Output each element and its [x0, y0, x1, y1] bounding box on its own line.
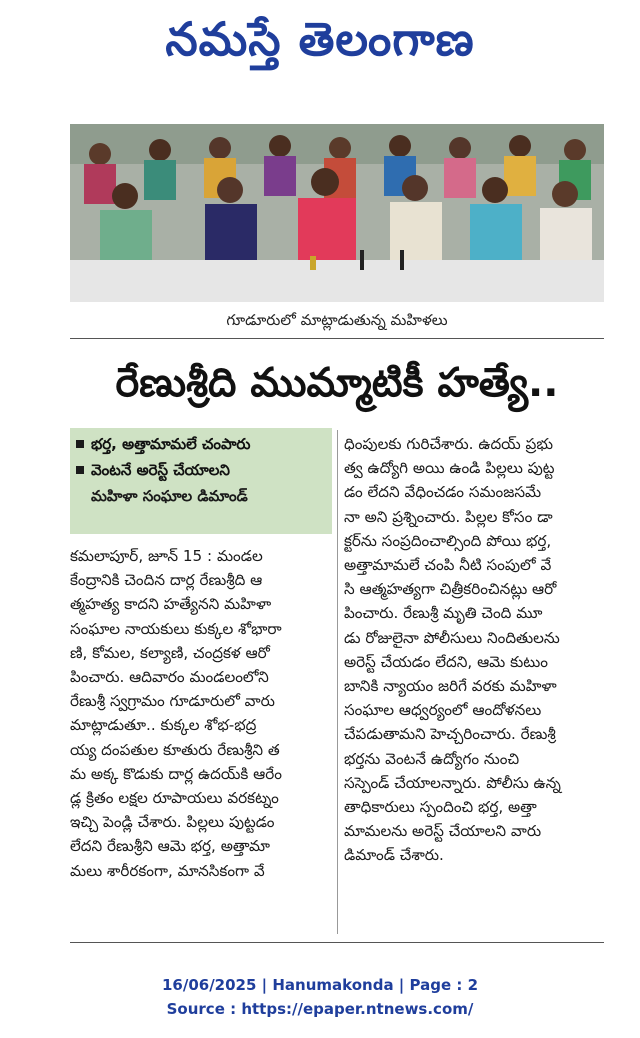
- headline: రేణుశ్రీది ముమ్మాటికీ హత్యే..: [115, 360, 559, 406]
- article-line: మాట్లాడుతూ.. కుక్కల శోభ-భద్ర: [70, 716, 257, 735]
- article-line: నా అని ప్రశ్నించారు. పిల్లల కోసం డా: [344, 507, 553, 526]
- article-line: తాధికారులు స్పందించి భర్త, అత్తా: [344, 798, 537, 817]
- article-line: త్మహత్య కాదని హత్యేనని మహిళా: [70, 595, 272, 614]
- article-line: సంఘాల ఆధ్వర్యంలో ఆందోళనలు: [344, 701, 542, 720]
- highlight-item: [76, 458, 326, 482]
- footer-page: Page : 2: [409, 976, 479, 994]
- article-line: డ్ల క్రితం లక్షల రూపాయలు వరకట్నం: [70, 789, 279, 808]
- footer-separator: |: [393, 976, 410, 994]
- article-line: ణి, కోమల, కల్యాణి, చంద్రకళ ఆరో: [70, 643, 270, 662]
- article-line: సి ఆత్మహత్యగా చిత్రీకరించినట్లు ఆరో: [344, 580, 557, 599]
- footer-source: [0, 1000, 640, 1018]
- footer-separator: |: [256, 976, 273, 994]
- caption-divider: [70, 338, 604, 339]
- highlight-text: మహిళా సంఘాల డిమాండ్: [91, 487, 248, 505]
- article-line: సంఘాల నాయకులు కుక్కల శోభారా: [70, 619, 282, 638]
- photo-caption: గూడూరులో మాట్లాడుతున్న మహిళలు: [226, 311, 448, 329]
- article-line: రేణుశ్రీ స్వగ్రామం గూడూరులో వారు: [70, 692, 275, 711]
- article-line: మలు శారీరకంగా, మానసికంగా వే: [70, 861, 265, 880]
- article-column-left: [70, 544, 336, 883]
- article-line: పించారు. ఆదివారం మండలంలోని: [70, 668, 269, 687]
- article-line: త్వ ఉద్యోగి అయి ఉండి పిల్లలు పుట్ట: [344, 459, 555, 478]
- article-line: డు రోజులైనా పోలీసులు నిందితులను: [344, 628, 560, 647]
- news-photo: [70, 124, 604, 302]
- footer-date: 16/06/2025: [161, 976, 257, 994]
- highlight-text: భర్త, అత్తామామలే చంపారు: [91, 435, 251, 453]
- article-line: డం లేదని వేధించడం సమంజసమే: [344, 483, 542, 502]
- newspaper-masthead: నమస్తే తెలంగాణ: [165, 12, 475, 66]
- article-line: అత్తామామలే చంపి నీటి సంపులో వే: [344, 556, 552, 575]
- article-line: డిమాండ్ చేశారు.: [344, 846, 444, 865]
- footer-source-link[interactable]: https://epaper.ntnews.com/: [241, 1000, 474, 1018]
- article-column-right: [344, 432, 606, 868]
- column-divider: [337, 430, 338, 934]
- article-line: కేంద్రానికి చెందిన దార్ల రేణుశ్రీది ఆ: [70, 571, 263, 590]
- article-line: లేదని రేణుశ్రీని ఆమె భర్త, అత్తామా: [70, 837, 270, 856]
- article-line: బానికి న్యాయం జరిగే వరకు మహిళా: [344, 677, 557, 696]
- footer-edition: Hanumakonda: [272, 976, 394, 994]
- article-line: పించారు. రేణుశ్రీ మృతి చెంది మూ: [344, 604, 543, 623]
- article-bottom-rule: [70, 942, 604, 943]
- article-line: అరెస్ట్ చేయడం లేదని, ఆమె కుటుం: [344, 652, 548, 671]
- article-line: భర్తను వెంటనే ఉద్యోగం నుంచి: [344, 749, 520, 768]
- article-line: సస్పెండ్ చేయాలన్నారు. పోలీసు ఉన్న: [344, 773, 561, 792]
- women-gathering-photo: [70, 124, 604, 302]
- article-line: చేపడుతామని హెచ్చరించారు. రేణుశ్రీ: [344, 725, 556, 744]
- footer-meta: [0, 976, 640, 994]
- highlight-item: [76, 432, 326, 456]
- highlight-text: వెంటనే అరెస్ట్ చేయాలని: [91, 461, 230, 479]
- square-bullet-icon: [76, 440, 84, 448]
- article-line: ధింపులకు గురిచేశారు. ఉదయ్ ప్రభు: [344, 435, 553, 453]
- article-line: మ అక్క కొడుకు దార్ల ఉదయ్‌కి ఆరేం: [70, 764, 282, 783]
- square-bullet-icon: [76, 466, 84, 474]
- article-line: ఇచ్చి పెండ్లి చేశారు. పిల్లలు పుట్టడం: [70, 813, 275, 832]
- article-line: మామలను అరెస్ట్ చేయాలని వారు: [344, 822, 542, 841]
- article-line: క్టర్‌ను సంప్రదించాల్సింది పోయి భర్త,: [344, 531, 552, 550]
- footer-source-label: Source :: [166, 1000, 242, 1018]
- article-line: కమలాపూర్, జూన్ 15 : మండల: [70, 547, 263, 565]
- highlight-box: [70, 428, 332, 534]
- article-line: య్య దంపతుల కూతురు రేణుశ్రీని త: [70, 740, 280, 759]
